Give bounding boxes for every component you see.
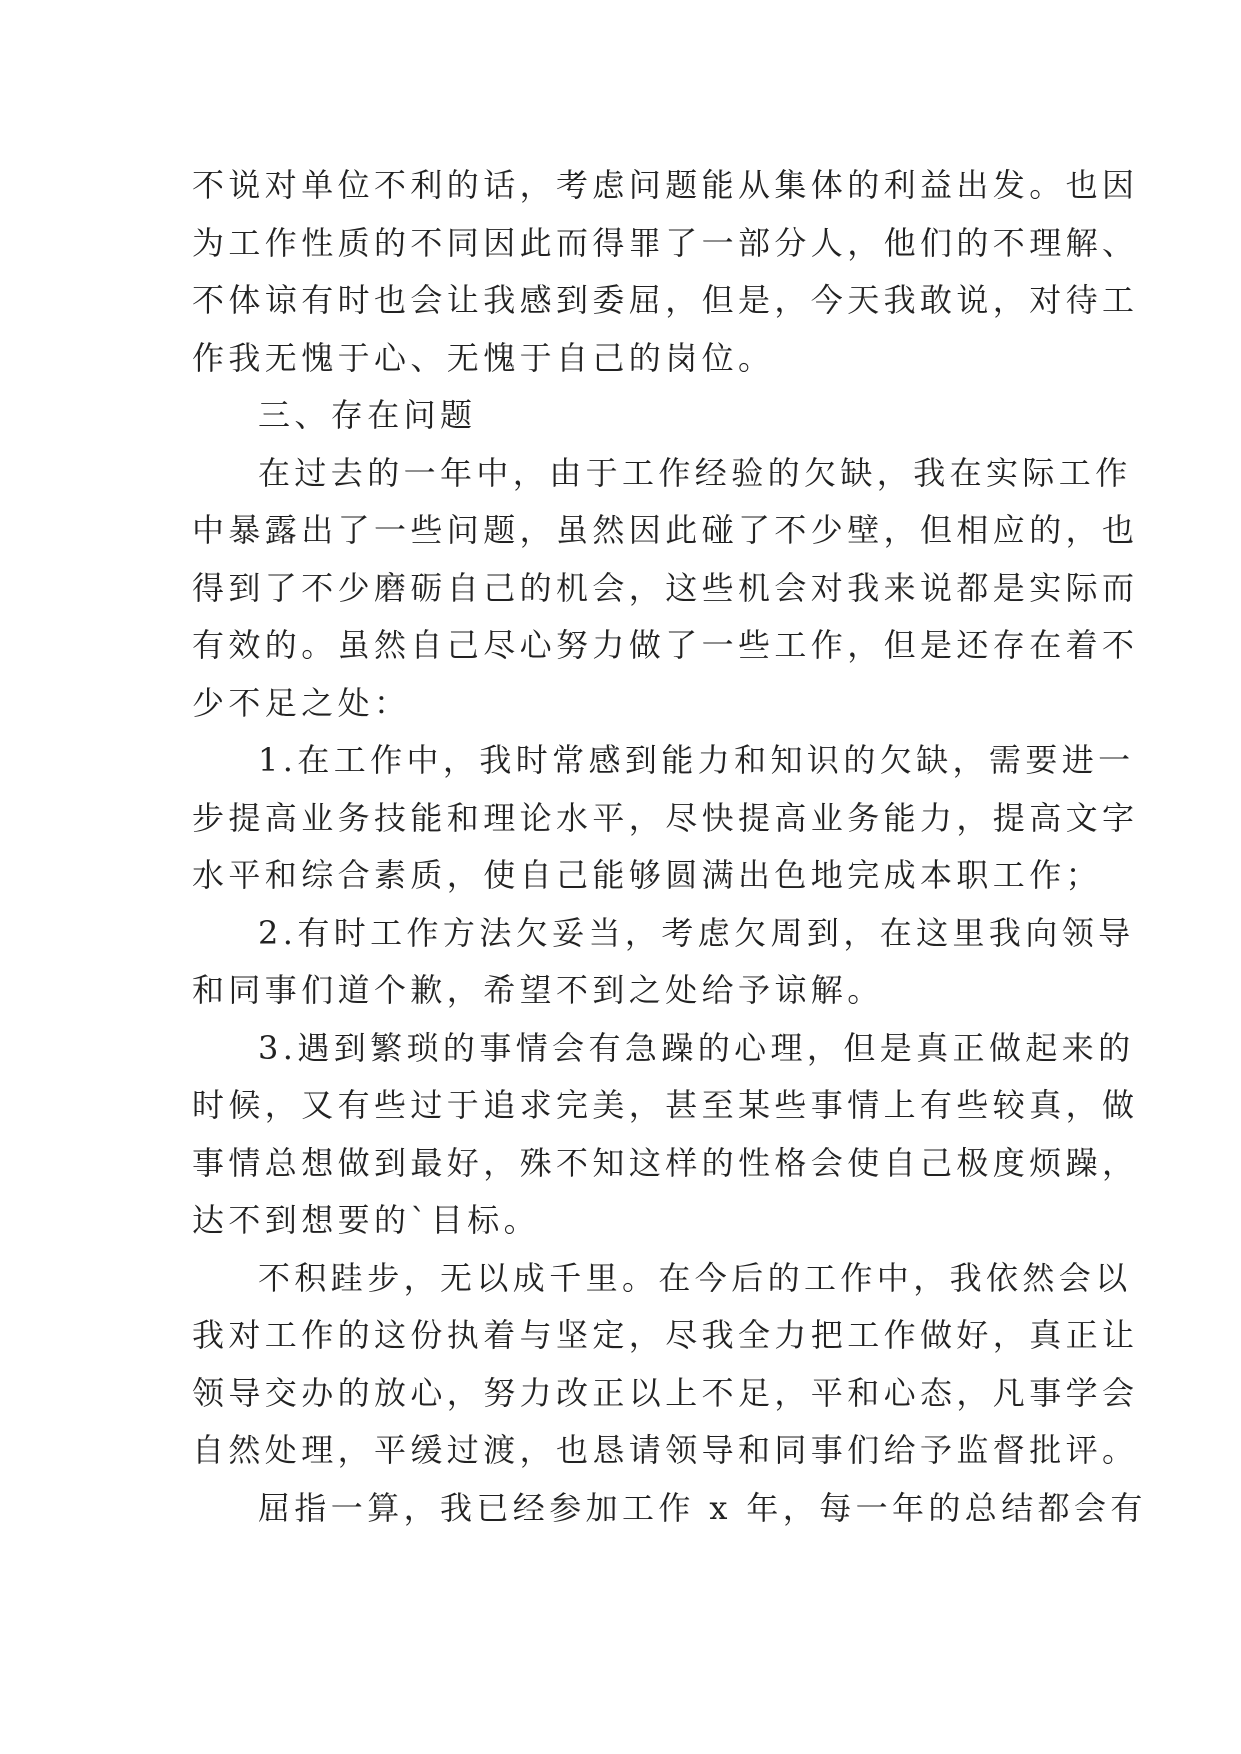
text-line: 不体谅有时也会让我感到委屈，但是，今天我敢说，对待工: [192, 281, 1139, 319]
text-line: 达不到想要的`目标。: [192, 1201, 541, 1239]
text-line: 少不足之处：: [192, 683, 411, 722]
text-line: 在过去的一年中，由于工作经验的欠缺，我在实际工作: [258, 453, 1132, 492]
text-line: 时候，又有些过于追求完美，甚至某些事情上有些较真，做: [192, 1086, 1139, 1124]
text-line: 作我无愧于心、无愧于自己的岗位。: [192, 338, 775, 377]
text-line: 领导交办的放心，努力改正以上不足，平和心态，凡事学会: [192, 1373, 1139, 1412]
text-line: 3.遇到繁琐的事情会有急躁的心理，但是真正做起来的: [258, 1028, 1135, 1067]
text-line: 2.有时工作方法欠妥当，考虑欠周到，在这里我向领导: [258, 913, 1135, 952]
text-line: 水平和综合素质，使自己能够圆满出色地完成本职工作；: [192, 856, 1103, 894]
text-line: 和同事们道个歉，希望不到之处给予谅解。: [192, 971, 884, 1009]
document-body: [192, 157, 1147, 1537]
text-line: 步提高业务技能和理论水平，尽快提高业务能力，提高文字: [192, 798, 1139, 837]
text-line: 屈指一算，我已经参加工作 x 年，每一年的总结都会有: [258, 1488, 1147, 1527]
text-line: 为工作性质的不同因此而得罪了一部分人，他们的不理解、: [192, 223, 1139, 262]
text-line: 有效的。虽然自己尽心努力做了一些工作，但是还存在着不: [192, 626, 1139, 664]
text-line: 中暴露出了一些问题，虽然因此碰了不少壁，但相应的，也: [192, 511, 1139, 549]
text-line: 不说对单位不利的话，考虑问题能从集体的利益出发。也因: [192, 166, 1139, 204]
text-line: 我对工作的这份执着与坚定，尽我全力把工作做好，真正让: [192, 1316, 1139, 1354]
text-line: 不积跬步，无以成千里。在今后的工作中，我依然会以: [258, 1258, 1132, 1297]
text-line: 1.在工作中，我时常感到能力和知识的欠缺，需要进一: [258, 741, 1135, 779]
text-line: 三、存在问题: [258, 396, 477, 434]
text-line: 得到了不少磨砺自己的机会，这些机会对我来说都是实际而: [192, 568, 1139, 607]
text-line: 自然处理，平缓过渡，也恳请领导和同事们给予监督批评。: [192, 1431, 1139, 1469]
text-line: 事情总想做到最好，殊不知这样的性格会使自己极度烦躁，: [192, 1143, 1139, 1182]
